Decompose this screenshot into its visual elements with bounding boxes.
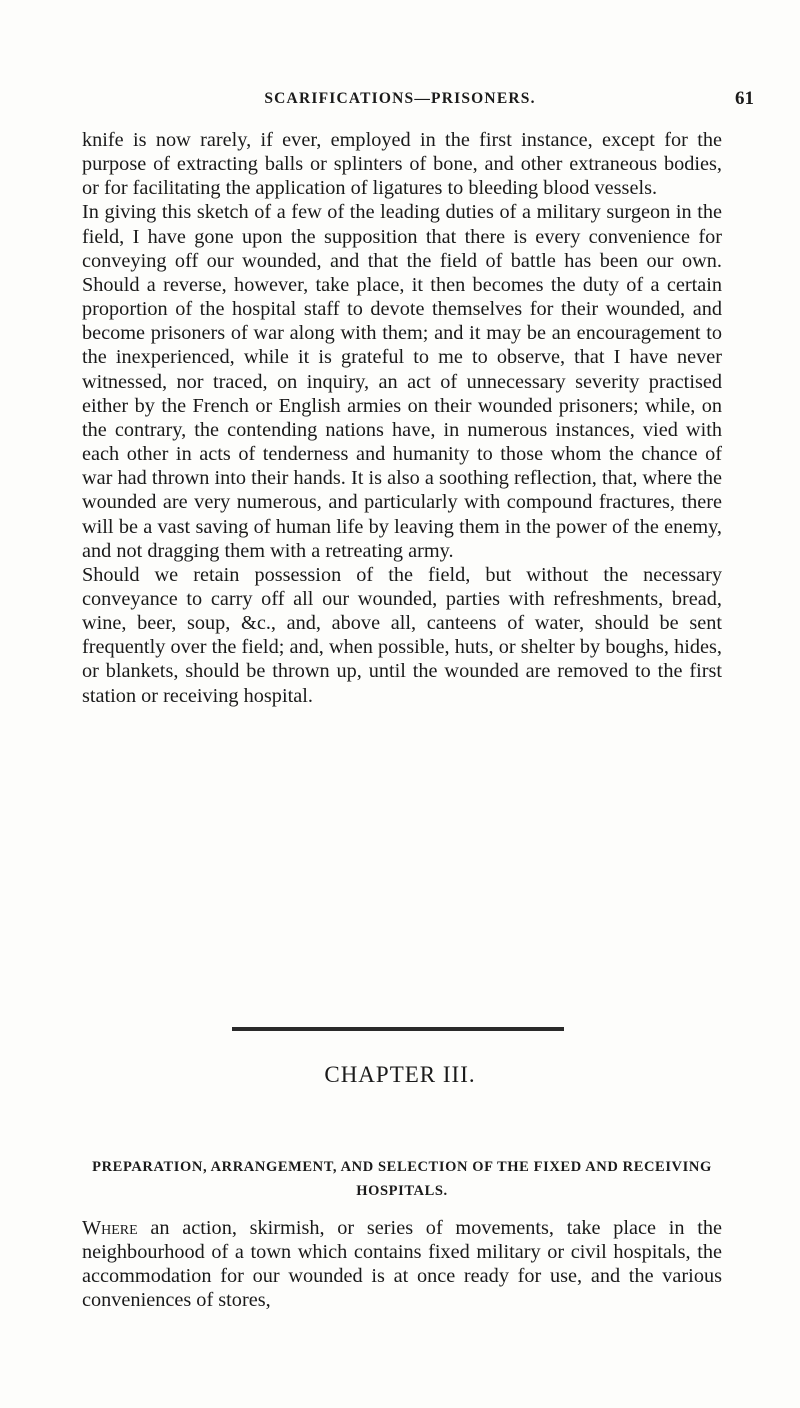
paragraph-3: Should we retain possession of the field, but without the necessary conveyance to carry off all our wounded, parties with refreshments, bread, wine, beer, soup, &c., and, above all, canteens of water, should be sent frequently over the field; and, when possible, huts, or shelter by boughs, hides, or blankets, should be thrown up, until the wounded are removed to the first station or receiving hospital.: [82, 563, 722, 707]
paragraph-2: In giving this sketch of a few of the leading duties of a military surgeon in the field, I have gone upon the supposition that there is every convenience for conveying off our wounded, and that the field of battle has been our own. Should a reverse, however, take place, it then becomes the duty of a certain proportion of the hospital staff to devote themselves for their wounded, and become prisoners of war along with them; and it may be an encouragement to the inexperienced, while it is grateful to me to observe, that I have never witnessed, nor traced, on inquiry, an act of unnecessary severity practised either by the French or English armies on their wounded prisoners; while, on the contrary, the contending nations have, in numerous instances, vied with each other in acts of tenderness and humanity to those whom the chance of war had thrown into their hands. It is also a soothing reflection, that, where the wounded are very numerous, and particularly with compound fractures, there will be a vast saving of human life by leaving them in the power of the enemy, and not dragging them with a retreating army.: [82, 201, 722, 562]
paragraph-4-text: an action, skirmish, or series of movements, take place in the neighbourhood of a town which contains fixed military or civil hospitals, the accommodation for our wounded is at once ready for use, and the various conveniences of stores,: [82, 1217, 722, 1312]
running-title: SCARIFICATIONS—PRISONERS.: [264, 90, 536, 107]
chapter-title: CHAPTER III.: [324, 1062, 476, 1087]
page-number: 61: [735, 88, 754, 109]
body-text-section-2: [82, 1216, 722, 1313]
paragraph-lead-word: Where: [82, 1217, 138, 1239]
body-text-section-1: [82, 128, 722, 708]
chapter-divider-rule: [232, 1027, 564, 1031]
paragraph-4: [82, 1216, 722, 1313]
paragraph-1: knife is now rarely, if ever, employed in the first instance, except for the purpose of extracting balls or splinters of bone, and other extraneous bodies, or for facilitating the application of ligatures to bleeding blood vessels.: [82, 129, 722, 200]
chapter-subtitle: PREPARATION, ARRANGEMENT, AND SELECTION OF THE FIXED AND RECEIVING HOSPITALS.: [92, 1159, 712, 1199]
running-head: [100, 88, 754, 114]
